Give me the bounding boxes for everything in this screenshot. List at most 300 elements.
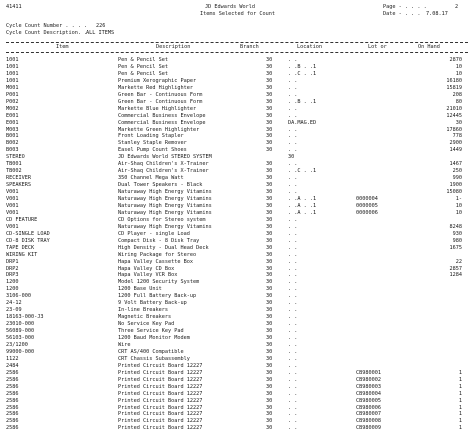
branch-cell: 30	[266, 140, 273, 147]
location-cell: . .	[288, 376, 298, 383]
col-header-item: Item	[56, 44, 69, 50]
table-row	[0, 64, 474, 71]
description-cell: Printed Circuit Board 12227	[118, 376, 203, 383]
on-hand-cell: 15080	[446, 189, 462, 196]
table-row	[0, 161, 474, 168]
location-cell: DA.MAG.ED	[288, 119, 317, 126]
location-cell: . .	[288, 57, 298, 63]
table-row	[0, 57, 474, 64]
description-cell: Printed Circuit Board 12227	[118, 411, 203, 418]
description-cell: Printed Circuit Board 12227	[118, 369, 203, 376]
on-hand-cell: 30	[455, 119, 462, 126]
location-cell: . .	[288, 230, 298, 237]
item-cell: 2586	[6, 397, 19, 404]
table-row	[0, 182, 474, 189]
location-cell: . .	[288, 112, 298, 119]
branch-cell: 30	[266, 244, 273, 251]
item-cell: 99000-000	[6, 348, 35, 355]
lot-cell: CB980005	[356, 397, 381, 404]
location-cell: . .	[288, 126, 298, 133]
description-cell: Magnetic Breakers	[118, 314, 172, 321]
branch-cell: 30	[266, 237, 273, 244]
on-hand-cell: 10	[455, 209, 462, 216]
location-cell: . .A . .1	[288, 196, 317, 202]
table-row	[0, 356, 474, 363]
branch-cell: 30	[266, 223, 273, 230]
location-cell: . .	[288, 105, 298, 112]
report-title: Items Selected for Count	[200, 10, 275, 17]
col-header-branch: Branch	[240, 44, 259, 50]
item-cell: STEREO	[6, 154, 25, 161]
header-rule-bottom	[6, 52, 468, 53]
table-row	[0, 286, 474, 293]
description-cell: Printed Circuit Board 12227	[118, 383, 203, 390]
item-cell: 23010-000	[6, 321, 35, 328]
item-cell: 1001	[6, 77, 19, 84]
item-cell: P001	[6, 91, 19, 98]
item-cell: 2586	[6, 383, 19, 390]
description-cell: Air-Shaq Children's X-Trainer	[118, 168, 209, 175]
item-cell: 3106-000	[6, 293, 31, 300]
location-cell: . .	[288, 369, 298, 376]
branch-cell: 30	[266, 98, 273, 105]
description-cell: Markette Red Highlighter	[118, 84, 193, 91]
branch-cell: 30	[266, 314, 273, 321]
description-cell: Easel Pump Count Shoes	[118, 147, 187, 154]
item-cell: 2586	[6, 425, 19, 432]
location-cell: . .	[288, 411, 298, 418]
item-cell: 1200	[6, 286, 19, 293]
item-cell: B001	[6, 133, 19, 140]
item-cell: SPEAKERS	[6, 182, 31, 189]
table-row	[0, 147, 474, 154]
description-cell: Premium Xerographic Paper	[118, 77, 197, 84]
on-hand-cell: 1449	[449, 147, 462, 154]
location-cell: . .	[288, 161, 298, 168]
table-row	[0, 418, 474, 425]
lot-cell: 0000004	[356, 196, 378, 202]
lot-cell: CB980009	[356, 425, 381, 432]
location-cell: . .	[288, 348, 298, 355]
item-cell: M002	[6, 105, 19, 112]
branch-cell: 30	[266, 341, 273, 348]
lot-cell: 0000006	[356, 209, 378, 216]
location-cell: . .A . .1	[288, 202, 317, 209]
location-cell: . .	[288, 383, 298, 390]
item-cell: 24-12	[6, 300, 22, 307]
table-row	[0, 71, 474, 78]
location-cell: . .B . .1	[288, 63, 317, 70]
item-cell: V001	[6, 209, 19, 216]
item-cell: 2586	[6, 376, 19, 383]
item-cell: 18163-000-J3	[6, 314, 44, 321]
table-row	[0, 231, 474, 238]
branch-cell: 30	[266, 390, 273, 397]
on-hand-cell: 2870	[449, 57, 462, 63]
description-cell: Hapa Valley VCR Box	[118, 272, 178, 279]
lot-cell: CB980004	[356, 390, 381, 397]
location-cell: . .	[288, 314, 298, 321]
item-cell: 2586	[6, 418, 19, 425]
table-row	[0, 363, 474, 370]
on-hand-cell: 15819	[446, 84, 462, 91]
col-header-on-hand: On Hand	[418, 44, 440, 50]
location-cell: . .	[288, 341, 298, 348]
on-hand-cell: 1-	[455, 196, 462, 202]
branch-cell: 30	[266, 293, 273, 300]
table-row	[0, 349, 474, 356]
on-hand-cell: 1	[458, 404, 462, 411]
col-header-location: Location	[297, 44, 322, 50]
location-cell: . .	[288, 147, 298, 154]
lot-cell: 0000005	[356, 202, 378, 209]
on-hand-cell: 250	[452, 168, 462, 175]
branch-cell: 30	[266, 251, 273, 258]
on-hand-cell: 1	[458, 418, 462, 425]
table-row	[0, 314, 474, 321]
branch-cell: 30	[266, 216, 273, 223]
item-cell: V001	[6, 189, 19, 196]
description-cell: Naturaway High Energy Vitamins	[118, 209, 212, 216]
description-cell: Commercial Business Envelope	[118, 112, 206, 119]
branch-cell: 30	[266, 369, 273, 376]
description-cell: Stanley Staple Remover	[118, 140, 187, 147]
on-hand-cell: 208	[452, 91, 462, 98]
location-cell: . .	[288, 265, 298, 272]
description-cell: Green Bar - Continuous Form	[118, 91, 203, 98]
table-row	[0, 384, 474, 391]
item-cell: 56089-000	[6, 328, 35, 335]
item-cell: TAPE DECK	[6, 244, 35, 251]
branch-cell: 30	[266, 209, 273, 216]
column-header-row	[0, 44, 474, 51]
location-cell: 30	[288, 154, 295, 161]
on-hand-cell: 1900	[449, 182, 462, 189]
location-cell: . .	[288, 328, 298, 335]
description-cell: Air-Shaq Children's X-Trainer	[118, 161, 209, 168]
item-cell: CD-SINGLE LOAD	[6, 230, 50, 237]
branch-cell: 30	[266, 418, 273, 425]
item-cell: TB002	[6, 168, 22, 175]
item-cell: 1001	[6, 63, 19, 70]
description-cell: Dual Tower Speakers - Black	[118, 182, 203, 189]
item-cell: 23/1200	[6, 341, 28, 348]
description-cell: Front Loading Stapler	[118, 133, 184, 140]
description-cell: 9 Volt Battery Back-up	[118, 300, 187, 307]
branch-cell: 30	[266, 63, 273, 70]
item-cell: 2586	[6, 404, 19, 411]
description-cell: Markette Blue Highlighter	[118, 105, 197, 112]
cycle-count-description-label: Cycle Count Description. .	[6, 29, 88, 36]
description-cell: Printed Circuit Board 12227	[118, 404, 203, 411]
table-row	[0, 85, 474, 92]
table-row	[0, 398, 474, 405]
location-cell: . .	[288, 223, 298, 230]
location-cell: . .B . .1	[288, 98, 317, 105]
location-cell: . .	[288, 244, 298, 251]
table-row	[0, 92, 474, 99]
location-cell: . .	[288, 286, 298, 293]
table-row	[0, 335, 474, 342]
on-hand-cell: 17860	[446, 126, 462, 133]
branch-cell: 30	[266, 105, 273, 112]
on-hand-cell: 22	[455, 258, 462, 265]
branch-cell: 30	[266, 196, 273, 202]
table-row	[0, 307, 474, 314]
table-row	[0, 266, 474, 273]
table-row	[0, 328, 474, 335]
description-cell: High Density - Dual Head Deck	[118, 244, 209, 251]
description-cell: Printed Circuit Board 12227	[118, 397, 203, 404]
description-cell: Pen & Pencil Set	[118, 70, 168, 77]
table-row	[0, 99, 474, 106]
branch-cell: 30	[266, 307, 273, 314]
item-cell: CD FEATURE	[6, 216, 38, 223]
branch-cell: 30	[266, 411, 273, 418]
location-cell: . .	[288, 237, 298, 244]
on-hand-cell: 980	[452, 237, 462, 244]
location-cell: . .	[288, 251, 298, 258]
description-cell: Model 1200 Security System	[118, 279, 200, 286]
description-cell: JD Edwards World STEREO SYSTEM	[118, 154, 212, 161]
table-row	[0, 238, 474, 245]
table-row	[0, 120, 474, 127]
description-cell: CRT Chassis Subassembly	[118, 355, 190, 362]
description-cell: Wire	[118, 341, 131, 348]
location-cell: . .	[288, 189, 298, 196]
table-row	[0, 106, 474, 113]
lot-cell: CB980003	[356, 383, 381, 390]
on-hand-cell: 1	[458, 376, 462, 383]
description-cell: Printed Circuit Board 12227	[118, 362, 203, 369]
on-hand-cell: 2857	[449, 265, 462, 272]
location-cell: . .	[288, 404, 298, 411]
description-cell: CD Player - single Load	[118, 230, 190, 237]
on-hand-cell: 1284	[449, 272, 462, 279]
table-row	[0, 293, 474, 300]
lot-cell: CB980002	[356, 376, 381, 383]
item-cell: WIRING KIT	[6, 251, 38, 258]
header-rule-top	[6, 42, 468, 43]
description-cell: Printed Circuit Board 12227	[118, 390, 203, 397]
table-row	[0, 217, 474, 224]
description-cell: Printed Circuit Board 12227	[118, 425, 203, 432]
branch-cell: 30	[266, 202, 273, 209]
branch-cell: 30	[266, 126, 273, 133]
location-cell: . .C . .1	[288, 70, 317, 77]
location-cell: . .	[288, 293, 298, 300]
item-cell: RECEIVER	[6, 175, 31, 182]
item-cell: B003	[6, 147, 19, 154]
item-cell: 1122	[6, 355, 19, 362]
branch-cell: 30	[266, 425, 273, 432]
item-cell: 1001	[6, 70, 19, 77]
location-cell: . .	[288, 355, 298, 362]
on-hand-cell: 930	[452, 230, 462, 237]
on-hand-cell: 10	[455, 70, 462, 77]
description-cell: Commercial Business Envelope	[118, 119, 206, 126]
location-cell: . .	[288, 335, 298, 341]
item-cell: 2586	[6, 369, 19, 376]
location-cell: . .	[288, 182, 298, 189]
description-cell: Printed Circuit Board 12227	[118, 418, 203, 425]
description-cell: Green Bar - Continuous Form	[118, 98, 203, 105]
table-row	[0, 245, 474, 252]
branch-cell: 30	[266, 119, 273, 126]
location-cell: . .A . .1	[288, 209, 317, 216]
branch-cell: 30	[266, 404, 273, 411]
branch-cell: 30	[266, 84, 273, 91]
table-row	[0, 259, 474, 266]
item-cell: M003	[6, 126, 19, 133]
table-row	[0, 175, 474, 182]
branch-cell: 30	[266, 321, 273, 328]
item-cell: B002	[6, 140, 19, 147]
on-hand-cell: 2900	[449, 140, 462, 147]
location-cell: . .	[288, 300, 298, 307]
on-hand-cell: 8248	[449, 223, 462, 230]
table-row	[0, 252, 474, 259]
on-hand-cell: 10	[455, 202, 462, 209]
description-cell: Wiring Package for Stereo	[118, 251, 197, 258]
location-cell: . .	[288, 258, 298, 265]
lot-cell: CB980008	[356, 418, 381, 425]
location-cell: . .	[288, 272, 298, 279]
table-row	[0, 78, 474, 85]
table-row	[0, 300, 474, 307]
item-cell: E001	[6, 112, 19, 119]
table-row	[0, 203, 474, 210]
on-hand-cell: 10	[455, 63, 462, 70]
table-row	[0, 370, 474, 377]
page-label: Page - . . . .	[383, 4, 427, 10]
lot-cell: CB980007	[356, 411, 381, 418]
description-cell: Naturaway High Energy Vitamins	[118, 196, 212, 202]
branch-cell: 30	[266, 147, 273, 154]
table-row	[0, 168, 474, 175]
company-name: JD Edwards World	[205, 4, 255, 10]
lot-cell: CB980001	[356, 369, 381, 376]
branch-cell: 30	[266, 265, 273, 272]
on-hand-cell: 1	[458, 383, 462, 390]
col-header-description: Description	[156, 44, 191, 50]
branch-cell: 30	[266, 355, 273, 362]
branch-cell: 30	[266, 397, 273, 404]
description-cell: Naturaway High Energy Vitamins	[118, 223, 212, 230]
table-row	[0, 189, 474, 196]
table-row	[0, 391, 474, 398]
branch-cell: 30	[266, 161, 273, 168]
branch-cell: 30	[266, 182, 273, 189]
branch-cell: 30	[266, 383, 273, 390]
table-row	[0, 140, 474, 147]
description-cell: Naturaway High Energy Vitamins	[118, 202, 212, 209]
table-row	[0, 113, 474, 120]
item-cell: 2586	[6, 411, 19, 418]
on-hand-cell: 1467	[449, 161, 462, 168]
page-number: 2	[455, 4, 459, 10]
item-cell: 2484	[6, 362, 19, 369]
location-cell: . .	[288, 216, 298, 223]
item-cell: M001	[6, 84, 19, 91]
table-row	[0, 224, 474, 231]
table-row	[0, 210, 474, 217]
item-cell: 1001	[6, 57, 19, 63]
on-hand-cell: 21010	[446, 105, 462, 112]
item-cell: V001	[6, 202, 19, 209]
location-cell: . .	[288, 307, 298, 314]
item-cell: P002	[6, 98, 19, 105]
item-cell: 56103-000	[6, 335, 35, 341]
description-cell: Pen & Pencil Set	[118, 63, 168, 70]
lot-cell: CB980006	[356, 404, 381, 411]
location-cell: . .	[288, 279, 298, 286]
description-cell: CRT AS/400 Compatible	[118, 348, 184, 355]
table-row	[0, 196, 474, 203]
location-cell: . .	[288, 77, 298, 84]
col-header-lot: Lot or	[368, 44, 387, 50]
item-cell: DRP3	[6, 272, 19, 279]
table-row	[0, 342, 474, 349]
branch-cell: 30	[266, 230, 273, 237]
item-cell: TB001	[6, 161, 22, 168]
item-cell: E001	[6, 119, 19, 126]
description-cell: Markette Green Highlighter	[118, 126, 200, 133]
table-row	[0, 279, 474, 286]
cycle-count-number-label: Cycle Count Number . . . .	[6, 23, 88, 29]
description-cell: 1200 Baud Monitor Modem	[118, 335, 190, 341]
branch-cell: 30	[266, 70, 273, 77]
branch-cell: 30	[266, 189, 273, 196]
item-cell: DRP1	[6, 258, 19, 265]
description-cell: In-line Breakers	[118, 307, 168, 314]
location-cell: . .	[288, 84, 298, 91]
location-cell: . .	[288, 397, 298, 404]
location-cell: . .	[288, 133, 298, 140]
table-row	[0, 405, 474, 412]
on-hand-cell: 16180	[446, 77, 462, 84]
branch-cell: 30	[266, 362, 273, 369]
description-cell: Hapa Valley Cassette Box	[118, 258, 193, 265]
branch-cell: 30	[266, 279, 273, 286]
branch-cell: 30	[266, 133, 273, 140]
location-cell: . .	[288, 418, 298, 425]
table-row	[0, 272, 474, 279]
cycle-count-number: 226	[96, 23, 106, 29]
on-hand-cell: 990	[452, 175, 462, 182]
branch-cell: 30	[266, 286, 273, 293]
branch-cell: 30	[266, 77, 273, 84]
on-hand-cell: 778	[452, 133, 462, 140]
on-hand-cell: 1	[458, 425, 462, 432]
date-value: 7.08.17	[426, 10, 448, 17]
table-row	[0, 425, 474, 432]
location-cell: . .	[288, 362, 298, 369]
description-cell: Hapa Valley CD Box	[118, 265, 175, 272]
on-hand-cell: 1	[458, 390, 462, 397]
on-hand-cell: 1	[458, 411, 462, 418]
table-row	[0, 154, 474, 161]
branch-cell: 30	[266, 348, 273, 355]
report-id: 41411	[6, 4, 22, 10]
branch-cell: 30	[266, 91, 273, 98]
branch-cell: 30	[266, 335, 273, 341]
description-cell: Pen & Pencil Set	[118, 57, 168, 63]
location-cell: . .	[288, 425, 298, 432]
description-cell: CD Options for Stereo system	[118, 216, 206, 223]
branch-cell: 30	[266, 376, 273, 383]
branch-cell: 30	[266, 328, 273, 335]
